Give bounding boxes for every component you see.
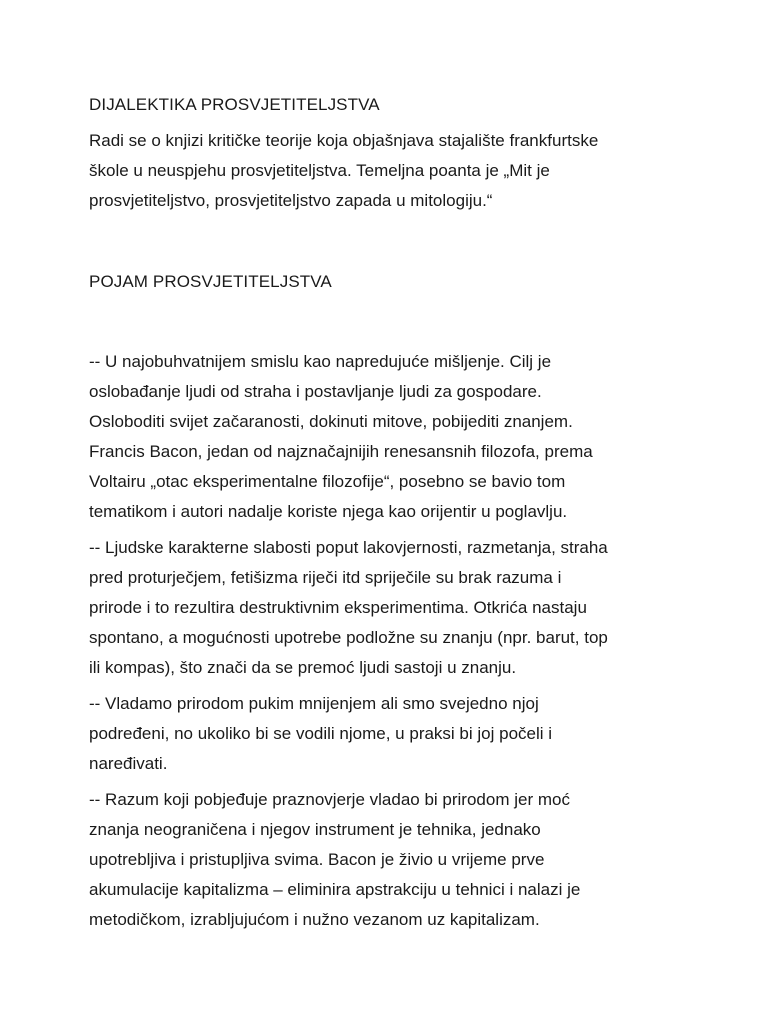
paragraph-line: -- U najobuhvatnijem smislu kao napredujuće mišljenje. Cilj je [89,352,552,371]
paragraph-line: -- Vladamo prirodom pukim mnijenjem ali smo svejedno njoj [89,694,539,713]
paragraph-line: -- Ljudske karakterne slabosti poput lakovjernosti, razmetanja, straha [89,538,608,557]
paragraph-line: Voltairu „otac eksperimentalne filozofije“, posebno se bavio tom [89,472,566,491]
paragraph-2 [89,533,699,683]
paragraph-line: spontano, a mogućnosti upotrebe podložne su znanju (npr. barut, top [89,628,608,647]
paragraph-line: -- Razum koji pobjeđuje praznovjerje vladao bi prirodom jer moć [89,790,570,809]
paragraph-line: tematikom i autori nadalje koriste njega kao orijentir u poglavlju. [89,502,568,521]
paragraph-line: podređeni, no ukoliko bi se vodili njome, u praksi bi joj počeli i [89,724,553,743]
paragraph-line: oslobađanje ljudi od straha i postavljanje ljudi za gospodare. [89,382,542,401]
paragraph-line: Francis Bacon, jedan od najznačajnijih renesansnih filozofa, prema [89,442,593,461]
document-title: DIJALEKTIKA PROSVJETITELJSTVA [89,95,380,114]
paragraph-line: prirode i to rezultira destruktivnim eksperimentima. Otkrića nastaju [89,598,587,617]
paragraph-1 [89,347,699,527]
paragraph-line: ili kompas), što znači da se premoć ljudi sastoji u znanju. [89,658,517,677]
section-title: POJAM PROSVJETITELJSTVA [89,272,332,291]
paragraph-line: naređivati. [89,754,168,773]
paragraph-line: akumulacije kapitalizma – eliminira apstrakciju u tehnici i nalazi je [89,880,581,899]
paragraph-line: Osloboditi svijet začaranosti, dokinuti mitove, pobijediti znanjem. [89,412,573,431]
paragraph-line: upotrebljiva i pristupljiva svima. Bacon je živio u vrijeme prve [89,850,545,869]
paragraph-line: metodičkom, izrabljujućom i nužno vezanom uz kapitalizam. [89,910,540,929]
document-body [89,90,699,935]
paragraph-line: znanja neograničena i njegov instrument je tehnika, jednako [89,820,541,839]
intro-line: prosvjetiteljstvo, prosvjetiteljstvo zapada u mitologiju.“ [89,191,493,210]
paragraph-4 [89,785,699,935]
intro-paragraph [89,126,699,216]
intro-line: škole u neuspjehu prosvjetiteljstva. Temeljna poanta je „Mit je [89,161,550,180]
paragraph-3 [89,689,699,779]
paragraph-line: pred proturječjem, fetišizma riječi itd spriječile su brak razuma i [89,568,562,587]
intro-line: Radi se o knjizi kritičke teorije koja objašnjava stajalište frankfurtske [89,131,599,150]
